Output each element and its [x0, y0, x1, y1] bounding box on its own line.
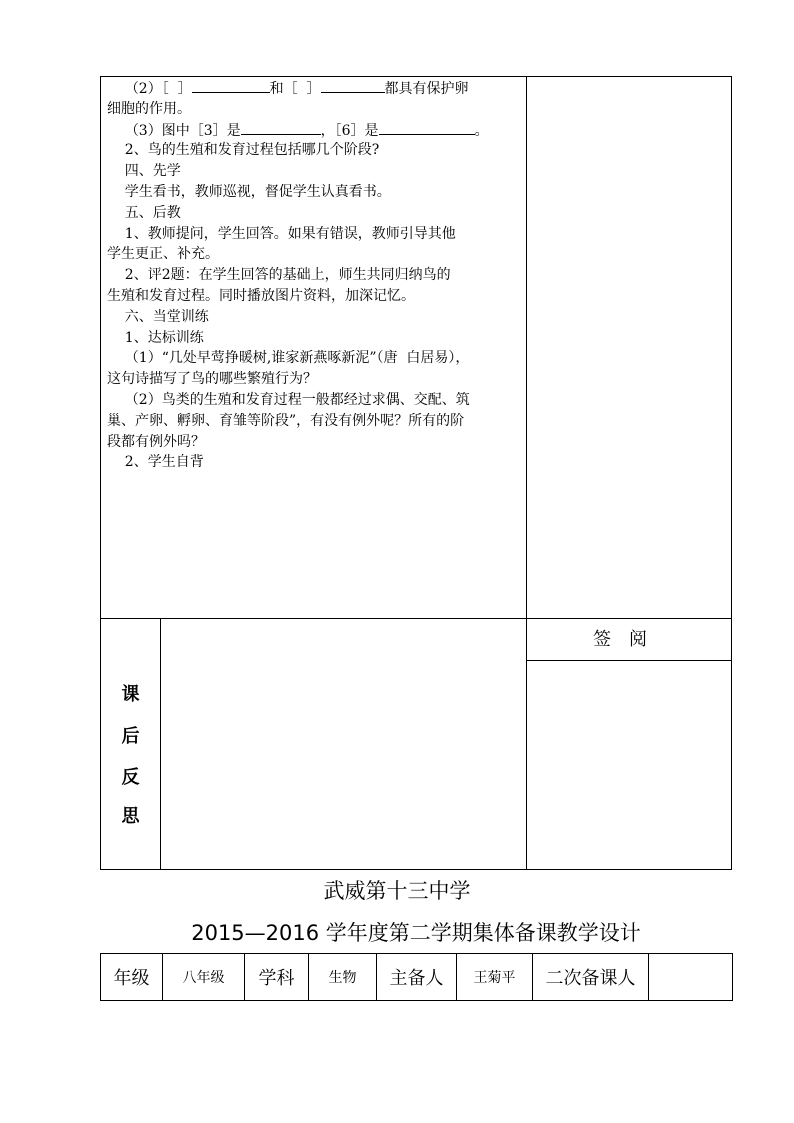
- content-line: （2）鸟类的生殖和发育过程一般都经过求偶、交配、筑: [107, 391, 470, 408]
- lesson-content: [107, 78, 522, 473]
- answer-blank: [192, 78, 270, 93]
- lead-preparer-value: 王菊平: [457, 954, 533, 1001]
- section-heading: 五、后教: [107, 204, 181, 221]
- second-preparer-label: 二次备课人: [533, 954, 649, 1001]
- content-line: 2、鸟的生殖和发育过程包括哪几个阶段?: [107, 142, 380, 159]
- answer-blank: [241, 120, 321, 135]
- content-line: （3）图中［3］是 ，［6］是 。: [107, 120, 522, 141]
- content-line: 1、教师提问，学生回答。如果有错误，教师引导其他: [107, 225, 456, 242]
- subject-label: 学科: [245, 954, 309, 1001]
- sign-title-divider: [526, 660, 732, 661]
- content-line: 学生看书，教师巡视，督促学生认真看书。: [107, 183, 391, 200]
- content-line: 学生更正、补充。: [107, 246, 219, 263]
- sign-review-title: 签阅: [593, 629, 665, 650]
- reflection-label-char: 后: [121, 726, 140, 747]
- school-name: 武威第十三中学: [323, 879, 471, 903]
- content-line: 2、评2题：在学生回答的基础上，师生共同归纳鸟的: [107, 267, 451, 284]
- reflection-label-divider: [160, 618, 161, 870]
- content-line: 1、达标训练: [107, 329, 204, 346]
- table-divider-horizontal: [100, 618, 732, 619]
- section-heading: 四、先学: [107, 163, 181, 180]
- lead-preparer-label: 主备人: [377, 954, 457, 1001]
- answer-blank: [379, 120, 475, 135]
- content-line: 这句诗描写了鸟的哪些繁殖行为？: [107, 371, 317, 388]
- section-heading: 六、当堂训练: [107, 308, 209, 325]
- grade-label: 年级: [101, 954, 163, 1001]
- second-preparer-value: [649, 954, 733, 1001]
- table-divider-vertical: [526, 76, 527, 870]
- content-line: 生殖和发育过程。同时播放图片资料，加深记忆。: [107, 287, 415, 304]
- content-line: （1）“几处早莺挣暖树,谁家新燕啄新泥”（唐 白居易），: [107, 350, 470, 367]
- grade-value: 八年级: [163, 954, 245, 1001]
- content-line: 段都有例外吗？: [107, 433, 205, 450]
- reflection-label-char: 反: [121, 767, 140, 788]
- table-row: [101, 954, 733, 1001]
- answer-blank: [321, 78, 385, 93]
- content-line: 细胞的作用。: [107, 100, 191, 117]
- subject-value: 生物: [309, 954, 377, 1001]
- content-line: （2）［ ］ 和［ ］ 都具有保护卵: [107, 78, 522, 99]
- info-table: [100, 953, 733, 1001]
- reflection-label-char: 思: [121, 806, 140, 827]
- content-line: 2、学生自背: [107, 454, 204, 471]
- content-line: 巢、产卵、孵卵、育雏等阶段”，有没有例外呢？所有的阶: [107, 412, 465, 429]
- course-title: 2015—2016 学年度第二学期集体备课教学设计: [191, 921, 641, 945]
- reflection-label-char: 课: [121, 684, 140, 705]
